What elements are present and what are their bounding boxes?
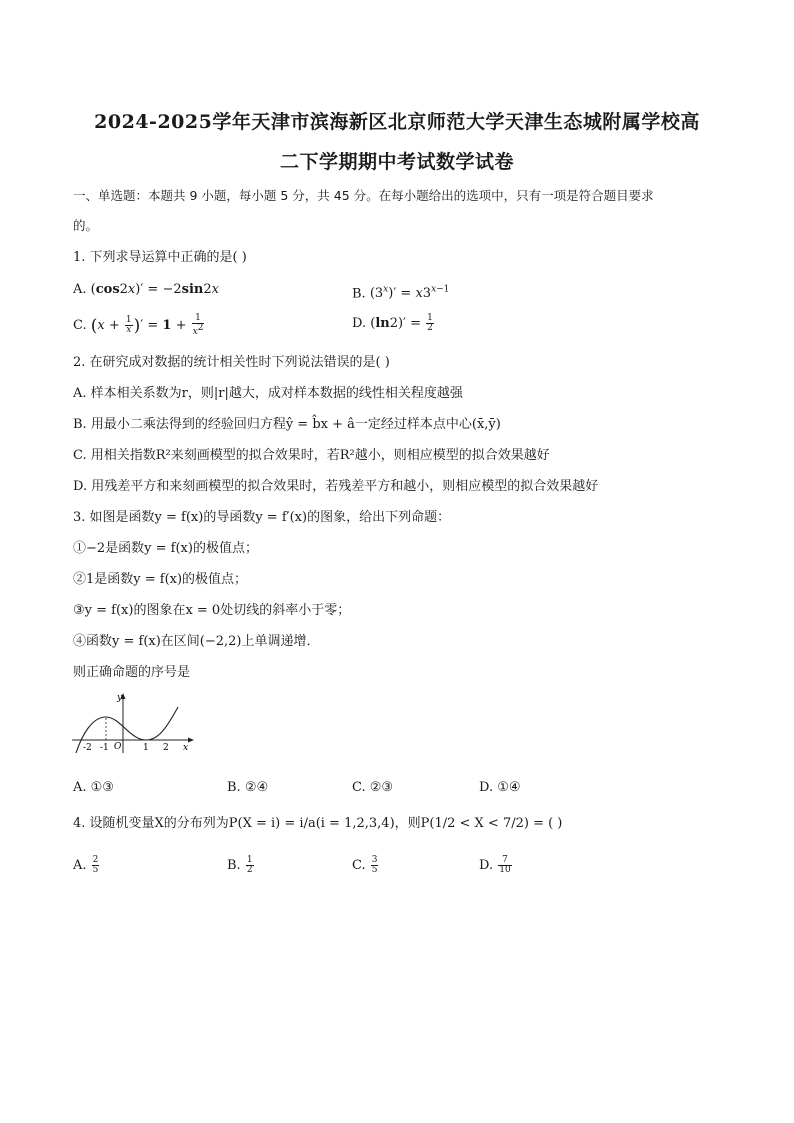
q4-option-d-label: D. bbox=[479, 858, 498, 873]
q4-option-a-num: 2 bbox=[92, 855, 99, 865]
q3-proposition-1: ①−2是函数y = f(x)的极值点； bbox=[73, 541, 258, 556]
q1-option-a-expr: (cos2x)′ = −2sin2x bbox=[90, 282, 219, 297]
q1-option-d-label: D. bbox=[352, 316, 371, 331]
q3-option-a: A. ①③ bbox=[73, 780, 114, 795]
q1-option-c-expr: (x + $\frac{1}{x}$ )′ = 1 + $\frac{1}{x^2}$ bbox=[90, 313, 204, 337]
q3-stem: 3. 如图是函数y = f(x)的导函数y = f′(x)的图象，给出下列命题： bbox=[73, 510, 451, 525]
origin-label: O bbox=[114, 742, 122, 752]
q4-option-b-label: B. bbox=[227, 858, 245, 873]
q3-proposition-3: ③y = f(x)的图象在x = 0处切线的斜率小于零； bbox=[73, 603, 351, 618]
q1-option-b-expr: $(3^x)' = x3^{x-1}$ bbox=[369, 285, 450, 302]
q1-stem: 1. 下列求导运算中正确的是( ) bbox=[73, 250, 247, 265]
tick-label-neg2: -2 bbox=[83, 743, 92, 753]
q3-option-b: B. ②④ bbox=[227, 780, 269, 795]
q4-option-a-frac bbox=[92, 856, 100, 875]
q4-option-b bbox=[227, 856, 255, 876]
q1-option-b-label: B. bbox=[352, 286, 370, 302]
q3-ask: 则正确命题的序号是 bbox=[73, 665, 191, 680]
q3-proposition-2: ②1是函数y = f(x)的极值点； bbox=[73, 572, 248, 587]
q1-option-b bbox=[352, 280, 449, 304]
q1-option-a bbox=[73, 280, 219, 300]
q1-option-c bbox=[73, 314, 205, 337]
q4-option-c bbox=[352, 856, 379, 876]
tick-label-1: 1 bbox=[143, 743, 149, 753]
q3-proposition-4: ④函数y = f(x)在区间(−2,2)上单调递增． bbox=[73, 634, 320, 649]
q4-option-b-den: 2 bbox=[246, 865, 253, 875]
q4-option-d-frac bbox=[498, 856, 511, 875]
q2-option-b: B. 用最小二乘法得到的经验回归方程ŷ = b̂x + â一定经过样本点中心(x̄,ȳ) bbox=[73, 417, 501, 432]
q1-option-a-label: A. bbox=[73, 282, 91, 297]
q4-stem: 4. 设随机变量X的分布列为P(X = i) = i/a(i = 1,2,3,4)，则P(1/2 < X < 7/2) = ( ) bbox=[73, 816, 563, 831]
q4-option-c-frac bbox=[371, 856, 379, 875]
q2-stem: 2. 在研究成对数据的统计相关性时下列说法错误的是( ) bbox=[73, 355, 390, 370]
q4-option-d-num: 7 bbox=[498, 856, 511, 866]
q4-option-a bbox=[73, 856, 100, 876]
q4-option-d bbox=[479, 856, 513, 876]
q4-option-c-label: C. bbox=[352, 858, 370, 873]
x-axis-arrow bbox=[188, 738, 194, 743]
derivative-graph bbox=[70, 691, 196, 757]
q3-option-c: C. ②③ bbox=[352, 780, 394, 795]
q4-option-a-den: 5 bbox=[92, 865, 99, 875]
q4-option-c-num: 3 bbox=[371, 855, 378, 865]
q4-option-c-den: 5 bbox=[371, 865, 378, 875]
q4-option-d-den: 10 bbox=[499, 865, 511, 875]
x-label: x bbox=[183, 743, 189, 753]
tick-label-2: 2 bbox=[163, 743, 169, 753]
q2-option-a: A. 样本相关系数为r，则|r|越大，成对样本数据的线性相关程度越强 bbox=[73, 386, 463, 401]
title-line-2: 二下学期期中考试数学试卷 bbox=[279, 151, 514, 173]
q1-option-c-label: C. bbox=[73, 318, 91, 333]
q4-option-b-frac bbox=[246, 856, 254, 875]
q1-option-d-expr: (ln2)′ = $\frac{1}{2}$ bbox=[370, 313, 433, 333]
section-instructions-1: 一、单选题：本题共 9 小题，每小题 5 分，共 45 分。在每小题给出的选项中，只有一项是符合题目要求 bbox=[73, 188, 654, 203]
q1-option-d bbox=[352, 314, 435, 334]
q3-option-d: D. ①④ bbox=[479, 780, 521, 795]
section-instructions-2: 的。 bbox=[73, 218, 99, 233]
q4-option-a-label: A. bbox=[73, 858, 91, 873]
q4-option-b-num: 1 bbox=[246, 855, 253, 865]
y-label: y bbox=[117, 693, 123, 703]
tick-label-neg1: -1 bbox=[100, 743, 109, 753]
q2-option-c: C. 用相关指数R²来刻画模型的拟合效果时，若R²越小，则相应模型的拟合效果越好 bbox=[73, 448, 550, 463]
title-line-1: 2024-2025学年天津市滨海新区北京师范大学天津生态城附属学校高 bbox=[94, 111, 700, 133]
q2-option-d: D. 用残差平方和来刻画模型的拟合效果时，若残差平方和越小，则相应模型的拟合效果越好 bbox=[73, 479, 599, 494]
